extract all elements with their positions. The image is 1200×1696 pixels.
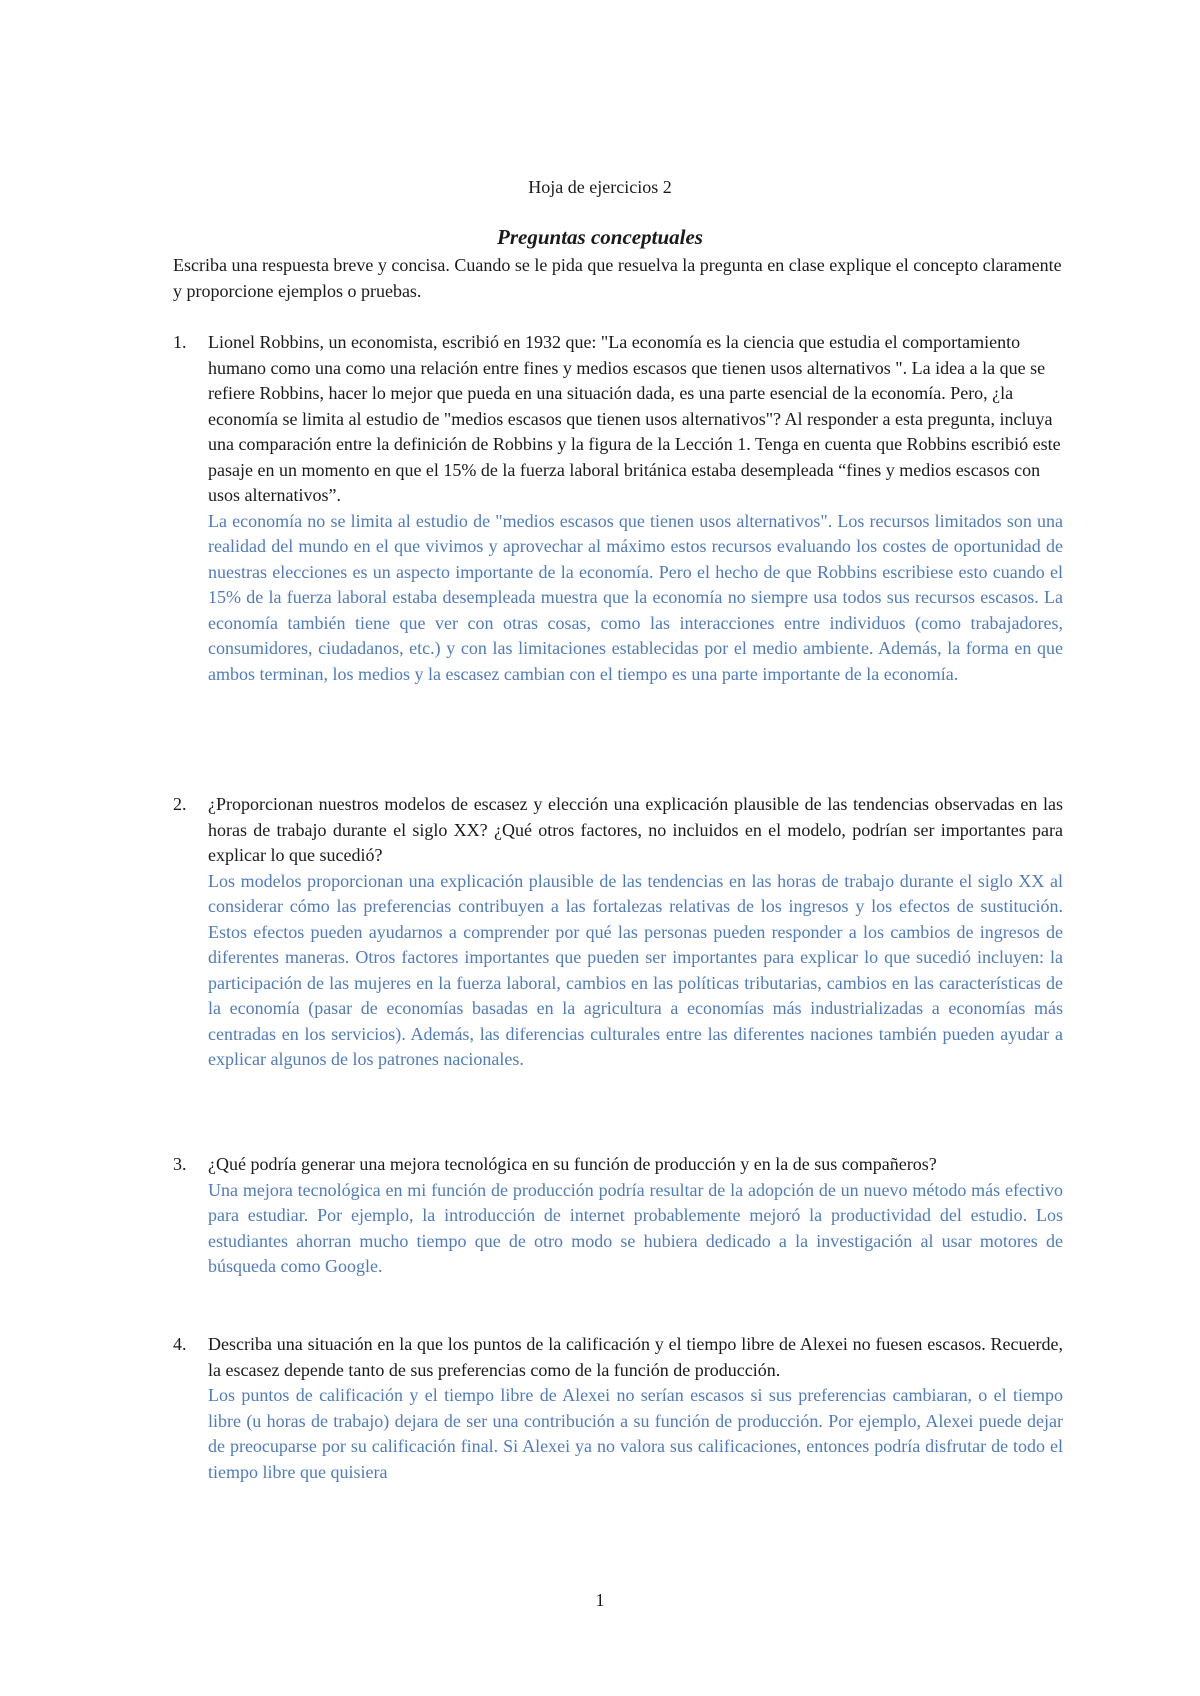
question-text: ¿Qué podría generar una mejora tecnológica en su función de producción y en la de sus compañeros? [208, 1154, 937, 1174]
answer-text: Los puntos de calificación y el tiempo libre de Alexei no serían escasos si sus preferencias cambiaran, o el tiempo libre (u horas de trabajo) dejara de ser una contribución a su función de producción. Por ejemplo, Alexei puede dejar de preocuparse por su calificación final. Si Alexei ya no valora sus calificaciones, entonces podría disfrutar de todo el tiempo libre que quisiera [208, 1385, 1063, 1482]
answer-text: La economía no se limita al estudio de "medios escasos que tienen usos alternativos". Los recursos limitados son una realidad del mundo en el que vivimos y aprovechar al máximo estos recursos evaluando los costes de oportunidad de nuestras elecciones es un aspecto importante de la economía. Pero el hecho de que Robbins escribiese esto cuando el 15% de la fuerza laboral estaba desempleada muestra que la economía no siempre usa todos sus recursos escasos. La economía también tiene que ver con otras cosas, como las interacciones entre individuos (como trabajadores, consumidores, ciudadanos, etc.) y con las limitaciones establecidas por el medio ambiente. Además, la forma en que ambos terminan, los medios y la escasez cambian con el tiempo es una parte importante de la economía. [208, 510, 1063, 684]
page-number: 1 [595, 1590, 605, 1610]
question-4 [173, 1332, 1063, 1485]
question-text: ¿Proporcionan nuestros modelos de escasez y elección una explicación plausible de las tendencias observadas en las horas de trabajo durante el siglo XX? ¿Qué otros factores, no incluidos en el modelo, podrían ser importantes para explicar lo que sucedió? [208, 794, 1063, 865]
question-2 [173, 792, 1063, 1073]
question-number: 3. [173, 1154, 187, 1174]
question-body [208, 1332, 1063, 1485]
question-number: 4. [173, 1334, 187, 1354]
question-text: Describa una situación en la que los puntos de la calificación y el tiempo libre de Alexei no fuesen escasos. Recuerde, la escasez depende tanto de sus preferencias como de la función de producción. [208, 1334, 1063, 1380]
question-body [208, 330, 1063, 687]
section-intro: Escriba una respuesta breve y concisa. Cuando se le pida que resuelva la pregunta en clase explique el concepto claramente y proporcione ejemplos o pruebas. [173, 255, 1062, 301]
answer-text: Una mejora tecnológica en mi función de producción podría resultar de la adopción de un nuevo método más efectivo para estudiar. Por ejemplo, la introducción de internet probablemente mejoró la productividad del estudio. Los estudiantes ahorran mucho tiempo que de otro modo se hubiera dedicado a la investigación al usar motores de búsqueda como Google. [208, 1179, 1063, 1276]
answer-text: Los modelos proporcionan una explicación plausible de las tendencias en las horas de trabajo durante el siglo XX al considerar cómo las preferencias contribuyen a las fortalezas relativas de los ingresos y los efectos de sustitución. Estos efectos pueden ayudarnos a comprender por qué las personas pueden responder a los cambios de ingresos de diferentes maneras. Otros factores importantes que pueden ser importantes para explicar lo que sucedió incluyen: la participación de las mujeres en la fuerza laboral, cambios en las políticas tributarias, cambios en las características de la economía (pasar de economías basadas en la agricultura a economías más industrializadas a economías más centradas en los servicios). Además, las diferencias culturales entre las diferentes naciones también pueden ayudar a explicar algunos de los patrones nacionales. [208, 870, 1063, 1069]
question-text: Lionel Robbins, un economista, escribió en 1932 que: "La economía es la ciencia que estudia el comportamiento humano como una como una relación entre fines y medios escasos que tienen usos alternativos ". La idea a la que se refiere Robbins, hacer lo mejor que pueda en una situación dada, es una parte esencial de la economía. Pero, ¿la economía se limita al estudio de "medios escasos que tienen usos alternativos"? Al responder a esta pregunta, incluya una comparación entre la definición de Robbins y la figura de la Lección 1. Tenga en cuenta que Robbins escribió este pasaje en un momento en que el 15% de la fuerza laboral británica estaba desempleada “fines y medios escasos con usos alternativos”. [208, 332, 1061, 505]
question-number: 1. [173, 332, 187, 352]
question-number: 2. [173, 794, 187, 814]
question-3 [173, 1152, 1063, 1280]
section-title: Preguntas conceptuales [497, 225, 703, 249]
document-header-title: Hoja de ejercicios 2 [528, 177, 672, 197]
question-1 [173, 330, 1063, 687]
question-body [208, 1152, 1063, 1280]
question-body [208, 792, 1063, 1073]
